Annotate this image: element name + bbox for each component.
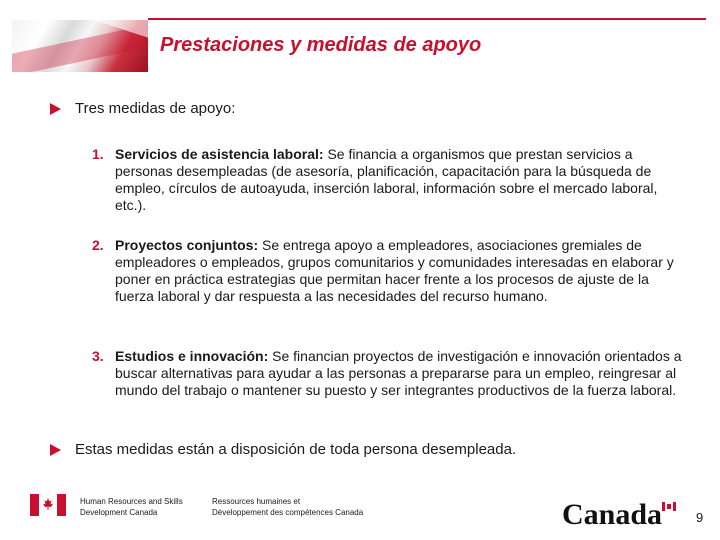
item-number: 2. [92, 237, 104, 253]
item-heading: Estudios e innovación: [115, 348, 269, 364]
department-name-french: Ressources humaines et Développement des compétences Canada [212, 497, 364, 517]
intro-text: Tres medidas de apoyo: [75, 100, 236, 117]
triangle-bullet-icon [50, 103, 61, 115]
item-number: 1. [92, 146, 104, 162]
item-text: Se financia a organismos que prestan servicios a personas desempleadas (de asesoría, planificación, capacitación para la búsqueda de empleo, círculos de autoayuda, inserción laboral, información sobre el mercado laboral, etc.). [115, 146, 658, 213]
item-number: 3. [92, 348, 104, 364]
department-name-english: Human Resources and Skills Development Canada [80, 497, 183, 517]
list-item [92, 237, 682, 305]
wordmark-flag-icon [662, 502, 676, 511]
page-number: 9 [696, 510, 704, 525]
triangle-bullet-icon [50, 444, 61, 456]
item-text: Se financian proyectos de investigación e innovación orientados a buscar alternativas para ayudar a las personas a prepararse para un empleo, reingresar al mundo del trabajo o mantener su puesto y ser integrantes productivos de la fuerza laboral. [115, 348, 682, 398]
canada-wordmark: Canada [562, 498, 663, 531]
slide-title: Prestaciones y medidas de apoyo [160, 34, 482, 56]
list-item [92, 146, 682, 214]
closing-bullet [50, 441, 516, 458]
item-heading: Servicios de asistencia laboral: [115, 146, 324, 162]
item-heading: Proyectos conjuntos: [115, 237, 259, 253]
item-text: Se entrega apoyo a empleadores, asociaciones gremiales de empleadores o empleados, grupos comunitarios y comunidades interesadas en elaborar y poner en práctica estrategias que permitan hacer frente a los procesos de ajuste de la fuerza laboral y dar respuesta a las necesidades del recurso humano. [115, 237, 674, 304]
canada-flag-icon [30, 494, 66, 516]
intro-bullet [50, 100, 235, 117]
flag-banner-image [12, 20, 148, 72]
list-item [92, 348, 682, 399]
closing-text: Estas medidas están a disposición de toda persona desempleada. [75, 441, 517, 458]
header-rule [148, 18, 706, 20]
footer [0, 480, 720, 540]
